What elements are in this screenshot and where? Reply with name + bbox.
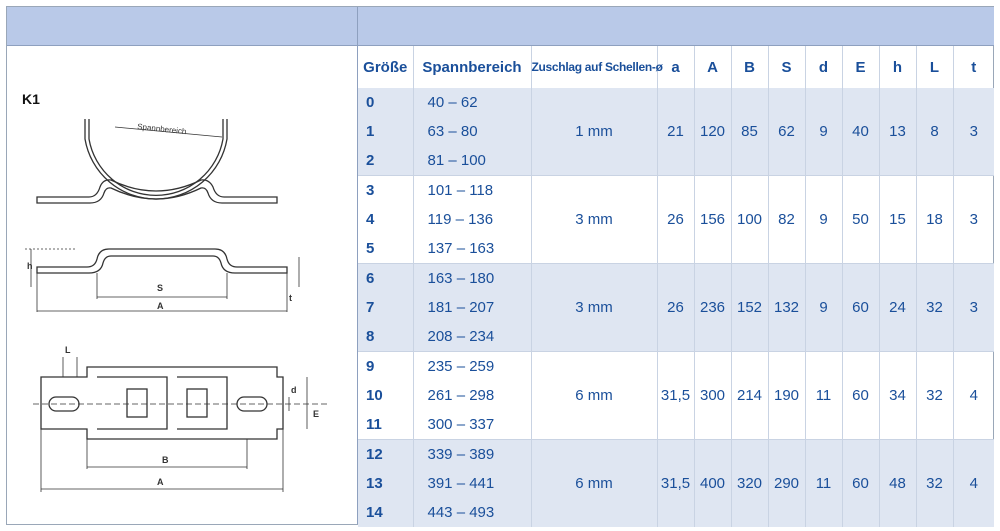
size-cell: 7	[358, 293, 413, 322]
range-cell: 300 – 337	[413, 410, 531, 440]
dim-l-label: L	[65, 345, 71, 355]
range-cell: 101 – 118	[413, 176, 531, 206]
col-header-A: A	[694, 46, 731, 88]
dim-d-label: d	[291, 385, 297, 395]
dim-h-cell: 24	[879, 264, 916, 352]
figure-label: K1	[22, 91, 40, 107]
col-header-E: E	[842, 46, 879, 88]
dim-h-cell: 13	[879, 88, 916, 176]
col-header-a: a	[657, 46, 694, 88]
dim-E-cell: 60	[842, 264, 879, 352]
allowance-cell: 3 mm	[531, 264, 657, 352]
size-cell: 10	[366, 387, 383, 404]
table-row	[358, 264, 994, 294]
clamp-plan-drawing	[27, 337, 337, 497]
size-cell: 8	[358, 322, 413, 352]
dim-E-cell: 40	[842, 88, 879, 176]
data-panel	[357, 7, 994, 524]
dim-t-label: t	[289, 293, 292, 303]
clamp-section-drawing	[27, 107, 307, 217]
dim-S-cell: 62	[768, 88, 805, 176]
allowance-cell: 1 mm	[531, 88, 657, 176]
col-header-B: B	[731, 46, 768, 88]
drawing-panel	[7, 7, 357, 524]
size-cell: 11	[366, 416, 382, 433]
dimension-table	[358, 46, 994, 527]
col-header-size: Größe	[363, 58, 408, 76]
dim-S-cell: 132	[768, 264, 805, 352]
dim-d-cell: 11	[805, 352, 842, 440]
table-row	[358, 352, 994, 382]
range-cell: 391 – 441	[413, 469, 531, 498]
size-cell: 3	[358, 176, 413, 206]
size-cell: 0	[358, 88, 413, 117]
dim-A-cell: 120	[694, 88, 731, 176]
col-header-t: t	[953, 46, 994, 88]
range-cell: 137 – 163	[413, 234, 531, 264]
range-cell: 119 – 136	[413, 205, 531, 234]
dim-L-cell: 8	[916, 88, 953, 176]
dim-a-cell: 21	[657, 88, 694, 176]
range-cell: 443 – 493	[413, 498, 531, 527]
dim-L-cell: 18	[916, 176, 953, 264]
range-cell: 339 – 389	[413, 440, 531, 470]
size-cell: 12	[358, 440, 413, 470]
col-header-S: S	[768, 46, 805, 88]
allowance-cell: 6 mm	[531, 352, 657, 440]
dim-B-cell: 152	[731, 264, 768, 352]
size-cell: 2	[358, 146, 413, 176]
range-cell: 163 – 180	[413, 264, 531, 294]
dim-E-cell: 60	[842, 352, 879, 440]
range-cell: 81 – 100	[413, 146, 531, 176]
dim-d-cell: 11	[805, 440, 842, 528]
dim-d-cell: 9	[805, 264, 842, 352]
dim-t-cell: 4	[953, 440, 994, 528]
dim-h-cell: 48	[879, 440, 916, 528]
dim-a-cell: 31,5	[657, 352, 694, 440]
table-header-row	[358, 46, 994, 88]
dim-L-cell: 32	[916, 264, 953, 352]
range-cell: 208 – 234	[413, 322, 531, 352]
dim-a-cell: 31,5	[657, 440, 694, 528]
product-table-frame	[6, 6, 994, 525]
dim-A-cell: 236	[694, 264, 731, 352]
dim-a2-label: A	[157, 477, 164, 487]
dim-t-cell: 4	[953, 352, 994, 440]
dim-a-cell: 26	[657, 264, 694, 352]
range-cell: 40 – 62	[413, 88, 531, 117]
dim-A-cell: 300	[694, 352, 731, 440]
dim-S-cell: 82	[768, 176, 805, 264]
dim-E-cell: 60	[842, 440, 879, 528]
size-cell: 1	[358, 117, 413, 146]
dim-s-label: S	[157, 283, 164, 293]
dim-a-label: A	[157, 301, 164, 311]
dim-e-label: E	[313, 409, 320, 419]
col-header-d: d	[805, 46, 842, 88]
size-cell: 5	[366, 240, 375, 257]
size-cell: 4	[366, 211, 375, 228]
table-row	[358, 176, 994, 206]
dim-t-cell: 3	[953, 88, 994, 176]
dim-t-cell: 3	[953, 176, 994, 264]
clamp-side-drawing	[17, 227, 317, 322]
dim-B-cell: 320	[731, 440, 768, 528]
drawing-panel-header	[7, 7, 357, 46]
dim-B-cell: 100	[731, 176, 768, 264]
col-header-range: Spannbereich	[413, 46, 531, 88]
dim-b-label: B	[162, 455, 169, 465]
dim-B-cell: 214	[731, 352, 768, 440]
allowance-cell: 6 mm	[531, 440, 657, 528]
range-cell: 261 – 298	[413, 381, 531, 410]
dim-t-cell: 3	[953, 264, 994, 352]
col-header-L: L	[916, 46, 953, 88]
dim-a-cell: 26	[657, 176, 694, 264]
clamping-range-label: Spannbereich	[136, 122, 187, 137]
dim-L-cell: 32	[916, 440, 953, 528]
size-cell: 9	[358, 352, 413, 382]
dim-E-cell: 50	[842, 176, 879, 264]
data-panel-header	[358, 7, 994, 46]
size-cell: 14	[358, 498, 413, 527]
col-header-allowance: Zuschlag auf Schellen-ø	[531, 46, 657, 88]
dim-d-cell: 9	[805, 88, 842, 176]
size-cell: 6	[358, 264, 413, 294]
dim-A-cell: 400	[694, 440, 731, 528]
dim-S-cell: 290	[768, 440, 805, 528]
dim-S-cell: 190	[768, 352, 805, 440]
dim-L-cell: 32	[916, 352, 953, 440]
table-row	[358, 88, 994, 117]
dim-B-cell: 85	[731, 88, 768, 176]
dim-A-cell: 156	[694, 176, 731, 264]
dim-h-cell: 15	[879, 176, 916, 264]
allowance-cell: 3 mm	[531, 176, 657, 264]
dim-d-cell: 9	[805, 176, 842, 264]
size-cell: 13	[358, 469, 413, 498]
dim-h-cell: 34	[879, 352, 916, 440]
range-cell: 181 – 207	[413, 293, 531, 322]
table-row	[358, 440, 994, 470]
dim-h-label: h	[27, 261, 33, 271]
range-cell: 63 – 80	[413, 117, 531, 146]
col-header-h: h	[879, 46, 916, 88]
range-cell: 235 – 259	[413, 352, 531, 382]
